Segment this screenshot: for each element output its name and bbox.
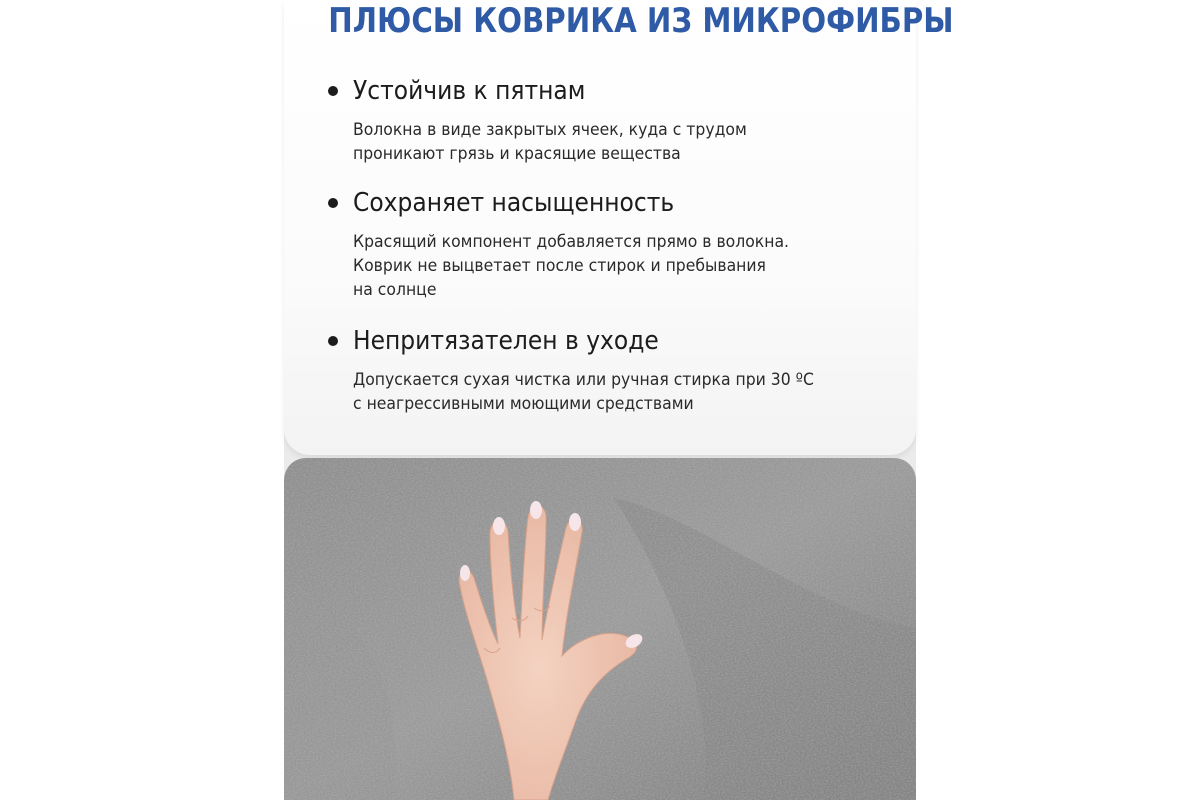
- rug-photo: [284, 458, 916, 800]
- feature-title: Устойчив к пятнам: [353, 76, 586, 106]
- bullet-icon: [328, 86, 338, 96]
- feature-title: Сохраняет насыщенность: [353, 188, 675, 218]
- description-line: Допускается сухая чистка или ручная стирка при 30 ºС: [353, 370, 814, 390]
- description-line: Волокна в виде закрытых ячеек, куда с трудом: [353, 120, 747, 140]
- description-line: проникают грязь и красящие вещества: [353, 144, 681, 164]
- feature-description: [353, 118, 905, 166]
- bullet-icon: [328, 198, 338, 208]
- description-line: с неагрессивными моющими средствами: [353, 394, 694, 414]
- description-line: на солнце: [353, 280, 437, 300]
- description-line: Коврик не выцветает после стирок и пребывания: [353, 256, 766, 276]
- bullet-icon: [328, 336, 338, 346]
- feature-description: [353, 230, 905, 302]
- rug-with-hand-image: [284, 458, 916, 800]
- feature-description: [353, 368, 905, 416]
- feature-title: Непритязателен в уходе: [353, 326, 659, 356]
- description-line: Красящий компонент добавляется прямо в волокна.: [353, 232, 790, 252]
- page-title: ПЛЮСЫ КОВРИКА ИЗ МИКРОФИБРЫ: [328, 1, 954, 41]
